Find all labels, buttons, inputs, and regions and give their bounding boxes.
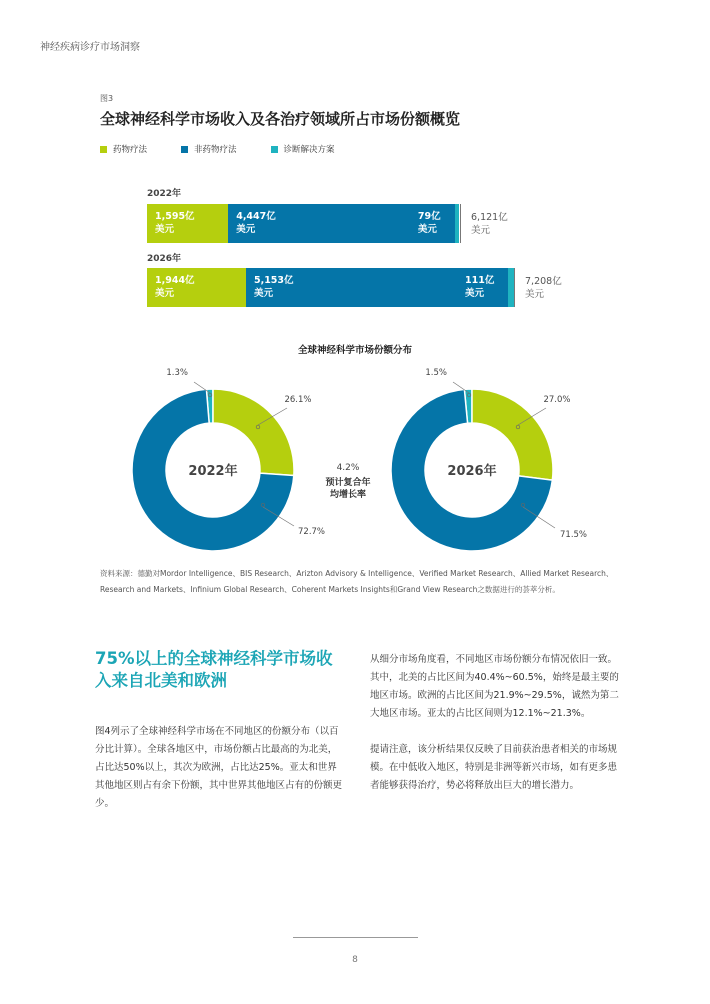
stacked-bar-2026 (147, 268, 514, 307)
legend-label-nondrug: 非药物疗法 (194, 145, 237, 155)
legend-item-drug (100, 143, 147, 155)
body-paragraph-left: 图4列示了全球神经科学市场在不同地区的份额分布（以百分比计算）。全球各地区中，市场份额占比最高的为北美，占比达50%以上，其次为欧洲，占比达25%。亚太和世界其他地区则占有余下份额，其中世界其他地区占有的份额更少。 (95, 726, 343, 809)
bar-segment-nondrug-2026 (246, 268, 508, 307)
donut-value-label-nondrug: 72.7% (298, 527, 326, 537)
donut-value-label-diagnostic: 1.5% (425, 368, 447, 378)
bar-segment-nondrug-2022 (228, 204, 454, 243)
cagr-label-line1: 预计复合年 (325, 478, 371, 488)
legend-swatch-diagnostic (271, 146, 278, 153)
donut-center-label: 2022年 (188, 464, 238, 479)
bar-total-2026: 7,208亿 美元 (525, 276, 562, 300)
bar-total-2022: 6,121亿 美元 (471, 212, 508, 236)
figure-source-note: 资料来源：德勤对Mordor Intelligence、BIS Research、Arizton Advisory & Intelligence、Verified Market Research、Allied Market Research、Research and Markets、Infinium Global Research、Coherent Markets Insights和Grand View Research之数据进行的荟萃分析。 (100, 569, 614, 594)
legend-item-nondrug (181, 143, 237, 155)
running-header: 神经疾病诊疗市场洞察 (40, 42, 140, 53)
legend-swatch-nondrug (181, 146, 188, 153)
legend-swatch-drug (100, 146, 107, 153)
donut-value-label-drug: 26.1% (284, 395, 312, 405)
donut-chart-title: 全球神经科学市场份额分布 (297, 345, 412, 356)
legend-item-diagnostic (271, 143, 335, 155)
bar-value-nondrug-2022: 4,447亿 美元 (236, 211, 276, 235)
bar-year-label-2026: 2026年 (147, 254, 182, 264)
bar-value-nondrug-2026: 5,153亿 美元 (253, 275, 294, 299)
bar-value-diagnostic-2022: 79亿 美元 (417, 211, 441, 235)
body-paragraph-right-1: 从细分市场角度看，不同地区市场份额分布情况依旧一致。其中，北美的占比区间为40.4%~60.5%，始终是最主要的地区市场。欧洲的占比区间为21.9%~29.5%，诚然为第二大地区市场。亚太的占比区间则为12.1%~21.3%。 (370, 654, 619, 719)
bar-segment-diagnostic-2022 (455, 204, 459, 243)
donut-center-label: 2026年 (447, 464, 497, 479)
bar-segment-drug-2026 (147, 268, 246, 307)
bar-segment-drug-2022 (147, 204, 228, 243)
donut-chart-2022 (132, 368, 325, 551)
chart-legend (100, 143, 335, 155)
figure-label: 图3 (100, 94, 114, 103)
legend-label-diagnostic: 诊断解决方案 (283, 145, 335, 155)
donut-chart-2026 (391, 368, 587, 551)
bar-value-drug-2026: 1,944亿 美元 (155, 275, 195, 299)
cagr-label-line2: 均增长率 (329, 490, 367, 500)
legend-label-drug: 药物疗法 (113, 145, 148, 155)
cagr-value: 4.2% (336, 463, 360, 473)
body-paragraph-right-2: 提请注意，该分析结果仅反映了目前获治患者相关的市场规模。在中低收入地区，特别是非洲等新兴市场，如有更多患者能够获得治疗，势必将释放出巨大的增长潜力。 (370, 744, 618, 791)
footer-rule (293, 937, 418, 938)
bar-value-diagnostic-2026: 111亿 美元 (464, 275, 495, 299)
donut-value-label-nondrug: 71.5% (560, 530, 588, 540)
body-column-right (370, 651, 620, 795)
stacked-bar-2022 (147, 204, 459, 243)
bar-total-tick-2022 (460, 204, 461, 243)
page-number: 8 (352, 955, 358, 965)
bar-year-label-2022: 2022年 (147, 189, 182, 199)
bar-value-drug-2022: 1,595亿 美元 (155, 211, 195, 235)
donut-value-label-drug: 27.0% (543, 395, 571, 405)
donut-charts-svg (0, 355, 710, 560)
figure-title: 全球神经科学市场收入及各治疗领域所占市场份额概览 (100, 110, 461, 128)
bar-total-tick-2026 (514, 268, 515, 307)
donut-value-label-diagnostic: 1.3% (166, 368, 188, 378)
section-heading: 75%以上的全球神经科学市场收入来自北美和欧洲 (95, 649, 333, 690)
